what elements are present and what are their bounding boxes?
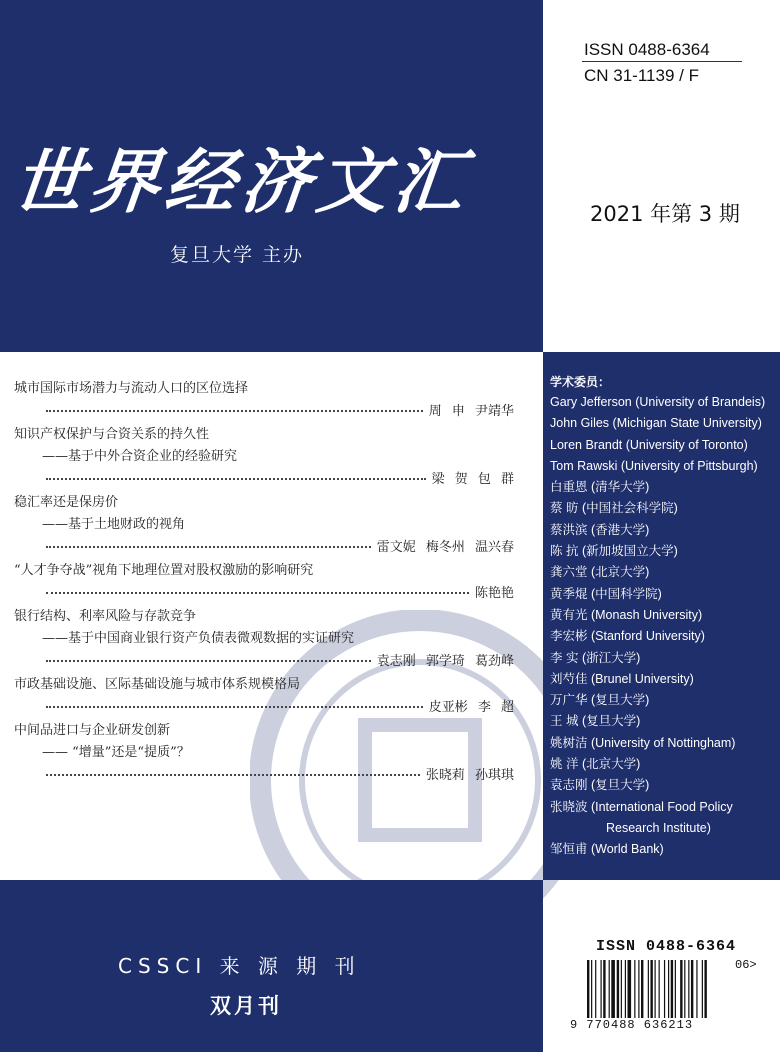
article-subtitle: ——基于中外合资企业的经验研究 xyxy=(42,449,238,464)
committee-member: 蔡 昉 (中国社会科学院) xyxy=(550,501,678,516)
committee-member: 邹恒甫 (World Bank) xyxy=(550,842,664,857)
committee-member: 姚树洁 (University of Nottingham) xyxy=(550,735,736,750)
committee-member: 姚 洋 (北京大学) xyxy=(550,757,641,772)
author-line xyxy=(14,400,514,424)
issue-number: 2021 年第 3 期 xyxy=(590,202,740,226)
committee-member: Loren Brandt (University of Toronto) xyxy=(550,437,748,452)
article-authors: 袁志刚 郭学琦 葛劲峰 xyxy=(376,654,514,669)
committee-member: 蔡洪滨 (香港大学) xyxy=(550,522,650,537)
leader-dots xyxy=(46,696,423,708)
leader-dots xyxy=(46,582,469,594)
toc-entry[interactable] xyxy=(14,560,514,606)
committee-member: 刘芍佳 (Brunel University) xyxy=(550,671,694,686)
author-line xyxy=(14,582,514,606)
committee-member-continued: Research Institute) xyxy=(606,820,711,835)
academic-committee xyxy=(550,372,775,861)
sponsor-line: 复旦大学 主办 xyxy=(170,244,305,266)
toc-entry[interactable] xyxy=(14,378,514,424)
author-line xyxy=(14,650,514,674)
committee-member: John Giles (Michigan State University) xyxy=(550,416,762,431)
committee-member: 张晓波 (International Food Policy xyxy=(550,799,733,814)
article-subtitle: ——基于中国商业银行资产负债表微观数据的实证研究 xyxy=(42,631,355,646)
article-title: 稳汇率还是保房价 xyxy=(14,495,119,510)
author-line xyxy=(14,536,514,560)
toc-entry[interactable] xyxy=(14,720,514,788)
leader-dots xyxy=(46,468,426,480)
issn-divider xyxy=(582,61,742,62)
committee-member: Gary Jefferson (University of Brandeis) xyxy=(550,395,766,409)
article-authors: 皮亚彬 李 超 xyxy=(428,700,514,715)
leader-dots xyxy=(46,650,371,662)
committee-member: 袁志刚 (复旦大学) xyxy=(550,778,650,793)
journal-title: 世界经济文汇 xyxy=(9,140,474,223)
committee-member: 白重恩 (清华大学) xyxy=(550,480,650,495)
cn-number: CN 31-1139 / F xyxy=(584,66,699,85)
article-title: 城市国际市场潜力与流动人口的区位选择 xyxy=(14,381,249,396)
article-title: 知识产权保护与合资关系的持久性 xyxy=(14,427,210,442)
committee-member: 李 实 (浙江大学) xyxy=(550,650,641,665)
table-of-contents xyxy=(14,378,514,788)
leader-dots xyxy=(46,400,423,412)
toc-entry[interactable] xyxy=(14,492,514,560)
author-line xyxy=(14,696,514,720)
barcode-issn: ISSN 0488-6364 xyxy=(596,938,737,955)
committee-member: 万广华 (复旦大学) xyxy=(550,693,650,708)
article-title: “人才争夺战”视角下地理位置对股权激励的影响研究 xyxy=(14,563,314,578)
committee-member: 黄有光 (Monash University) xyxy=(550,607,703,622)
barcode-digits: 9 770488 636213 xyxy=(570,1018,694,1032)
barcode-addon: 06> xyxy=(735,958,757,972)
committee-member: 陈 抗 (新加坡国立大学) xyxy=(550,544,678,559)
article-title: 中间品进口与企业研发创新 xyxy=(14,723,171,738)
frequency-label: 双月刊 xyxy=(210,993,282,1018)
article-authors: 周 申 尹靖华 xyxy=(428,404,514,419)
barcode-icon xyxy=(585,960,760,1018)
committee-member: Tom Rawski (University of Pittsburgh) xyxy=(550,458,758,473)
article-subtitle: —— “增量”还是“提质”？ xyxy=(42,745,190,760)
article-authors: 雷文妮 梅冬州 温兴春 xyxy=(376,540,514,555)
article-authors: 张晓莉 孙琪琪 xyxy=(425,768,514,783)
toc-entry[interactable] xyxy=(14,606,514,674)
committee-member: 王 城 (复旦大学) xyxy=(550,714,641,729)
toc-entry[interactable] xyxy=(14,424,514,492)
leader-dots xyxy=(46,536,371,548)
committee-member: 龚六堂 (北京大学) xyxy=(550,565,650,580)
committee-member: 李宏彬 (Stanford University) xyxy=(550,629,705,644)
article-title: 银行结构、利率风险与存款竞争 xyxy=(14,609,197,624)
article-authors: 陈艳艳 xyxy=(474,586,514,601)
issn-number: ISSN 0488-6364 xyxy=(584,40,710,59)
article-title: 市政基础设施、区际基础设施与城市体系规模格局 xyxy=(14,677,301,692)
author-line xyxy=(14,764,514,788)
committee-member: 黄季焜 (中国科学院) xyxy=(550,586,662,601)
toc-entry[interactable] xyxy=(14,674,514,720)
author-line xyxy=(14,468,514,492)
committee-label: 学术委员： xyxy=(550,375,611,389)
leader-dots xyxy=(46,764,420,776)
article-authors: 梁 贺 包 群 xyxy=(431,472,514,487)
article-subtitle: ——基于土地财政的视角 xyxy=(42,517,186,532)
index-label: CSSCI 来 源 期 刊 xyxy=(118,954,361,978)
